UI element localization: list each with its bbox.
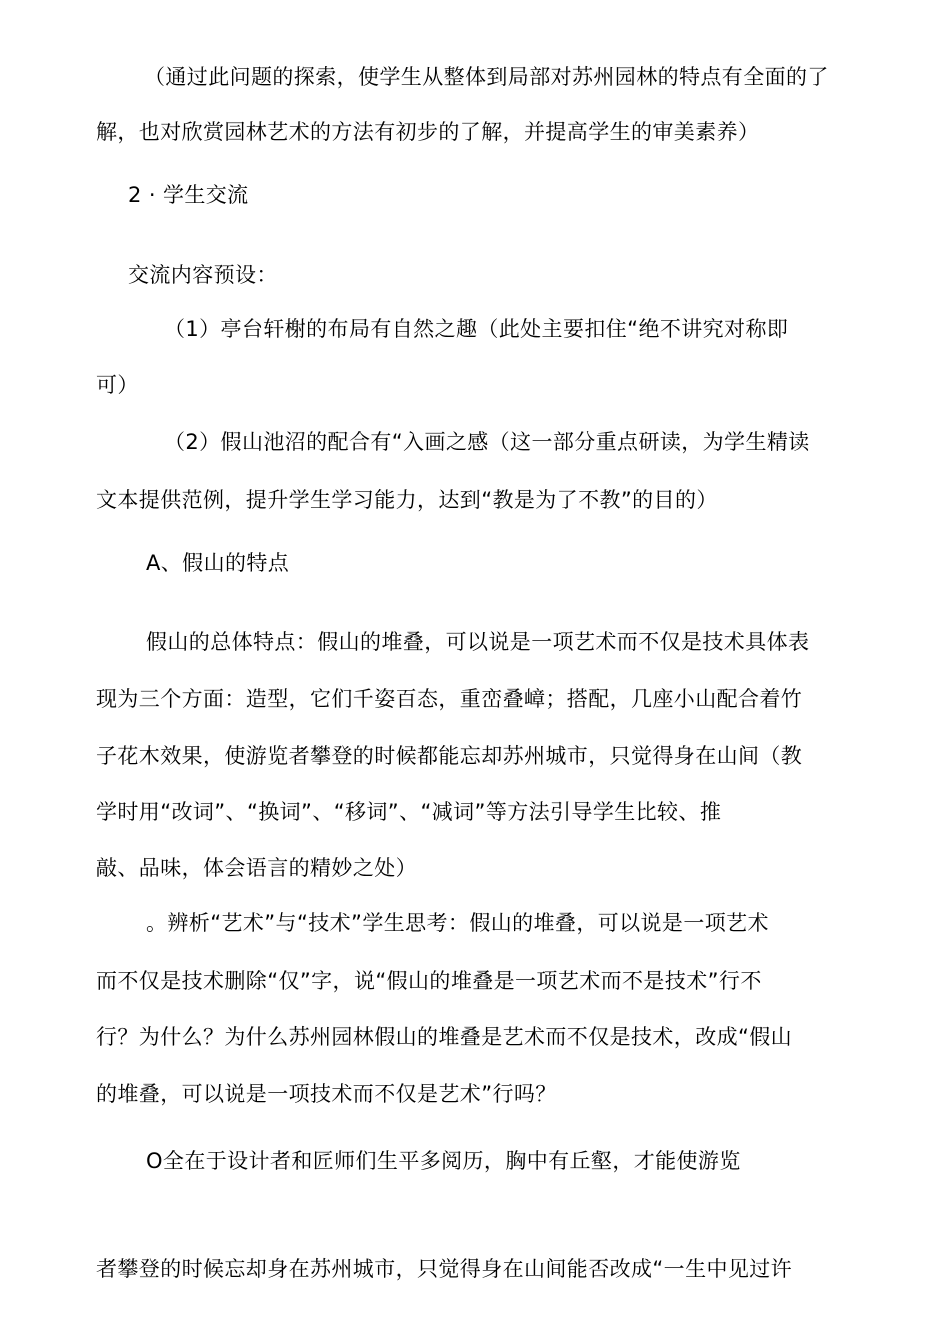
paragraph-line: （通过此问题的探索，使学生从整体到局部对苏州园林的特点有全面的了: [144, 65, 829, 89]
paragraph-line: （2）假山池沼的配合有“入画之感（这一部分重点研读，为学生精读: [164, 430, 810, 454]
paragraph-line: 学时用“改词”、“换词”、“移词”、“减词”等方法引导学生比较、推: [96, 800, 722, 824]
paragraph-line: 现为三个方面：造型，它们千姿百态，重峦叠嶂；搭配，几座小山配合着竹: [96, 687, 803, 711]
paragraph-line: O全在于设计者和匠师们生平多阅历，胸中有丘壑，才能使游览: [146, 1149, 741, 1173]
paragraph-line: （1）亭台轩榭的布局有自然之趣（此处主要扣住“绝不讲究对称即: [164, 317, 789, 341]
paragraph-line: 解，也对欣赏园林艺术的方法有初步的了解，并提高学生的审美素养）: [96, 120, 760, 144]
paragraph-line: 者攀登的时候忘却身在苏州城市，只觉得身在山间能否改成“一生中见过许: [96, 1257, 793, 1281]
paragraph-line: 假山的总体特点：假山的堆叠，可以说是一项艺术而不仅是技术具体表: [146, 630, 810, 654]
paragraph-line: 子花木效果，使游览者攀登的时候都能忘却苏州城市，只觉得身在山间（教: [96, 744, 803, 768]
subsection-heading: A、假山的特点: [146, 551, 290, 575]
paragraph-line: 行？为什么？为什么苏州园林假山的堆叠是艺术而不仅是技术，改成“假山: [96, 1025, 793, 1049]
section-heading: 2 · 学生交流: [128, 183, 249, 207]
paragraph-line: 而不仅是技术删除“仅”字，说“假山的堆叠是一项艺术而不是技术”行不: [96, 969, 762, 993]
paragraph-line: 敲、品味，体会语言的精妙之处）: [96, 856, 417, 880]
paragraph-line: 。辨析“艺术”与“技术”学生思考：假山的堆叠，可以说是一项艺术: [146, 911, 769, 935]
paragraph-line: 文本提供范例，提升学生学习能力，达到“教是为了不教”的目的）: [96, 488, 718, 512]
paragraph-line: 可）: [96, 373, 139, 397]
paragraph-line: 的堆叠，可以说是一项技术而不仅是艺术”行吗？: [96, 1082, 557, 1106]
paragraph-line: 交流内容预设：: [128, 263, 278, 287]
